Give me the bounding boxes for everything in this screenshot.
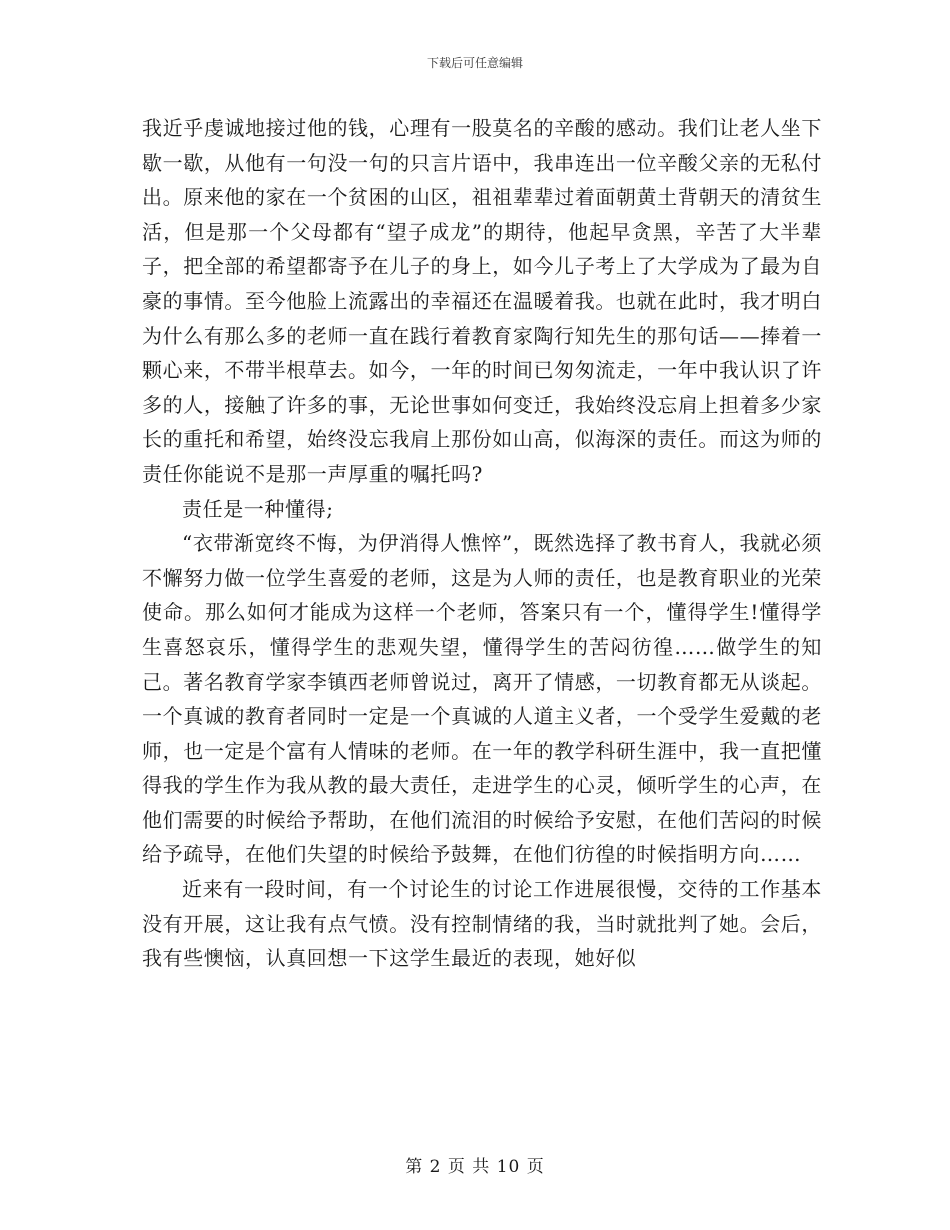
document-body [142,111,822,976]
paragraph-2: 责任是一种懂得; [182,496,334,521]
paragraph-1: 我近乎虔诚地接过他的钱，心理有一股莫名的辛酸的感动。我们让老人坐下歇一歇，从他有一句没一句的只言片语中，我串连出一位辛酸父亲的无私付出。原来他的家在一个贫困的山区，祖祖辈辈过着面朝黄土背朝天的清贫生活，但是那一个父母都有“望子成龙”的期待，他起早贪黑，辛苦了大半辈子，把全部的希望都寄予在儿子的身上，如今儿子考上了大学成为了最为自豪的事情。至今他脸上流露出的幸福还在温暖着我。也就在此时，我才明白为什么有那么多的老师一直在践行着教育家陶行知先生的那句话——捧着一颗心来，不带半根草去。如今，一年的时间已匆匆流走，一年中我认识了许多的人，接触了许多的事，无论世事如何变迁，我始终没忘肩上担着多少家长的重托和希望，始终没忘我肩上那份如山高，似海深的责任。而这为师的责任你能说不是那一声厚重的嘱托吗? [142,116,822,486]
paragraph-4: 近来有一段时间，有一个讨论生的讨论工作进展很慢，交待的工作基本没有开展，这让我有点气愤。没有控制情绪的我，当时就批判了她。会后，我有些懊恼，认真回想一下这学生最近的表现，她好似 [142,877,822,971]
paragraph-3: “衣带渐宽终不悔，为伊消得人憔悴”，既然选择了教书育人，我就必须不懈努力做一位学生喜爱的老师，这是为人师的责任，也是教育职业的光荣使命。那么如何才能成为这样一个老师，答案只有一个，懂得学生!懂得学生喜怒哀乐，懂得学生的悲观失望，懂得学生的苦闷彷徨……做学生的知己。著名教育学家李镇西老师曾说过，离开了情感，一切教育都无从谈起。一个真诚的教育者同时一定是一个真诚的人道主义者，一个受学生爱戴的老师，也一定是个富有人情味的老师。在一年的教学科研生涯中，我一直把懂得我的学生作为我从教的最大责任，走进学生的心灵，倾听学生的心声，在他们需要的时候给予帮助，在他们流泪的时候给予安慰，在他们苦闷的时候给予疏导，在他们失望的时候给予鼓舞，在他们彷徨的时候指明方向…… [142,531,822,867]
page-header: 下载后可任意编辑 [426,56,523,70]
page-footer: 第 2 页 共 10 页 [405,1157,545,1177]
